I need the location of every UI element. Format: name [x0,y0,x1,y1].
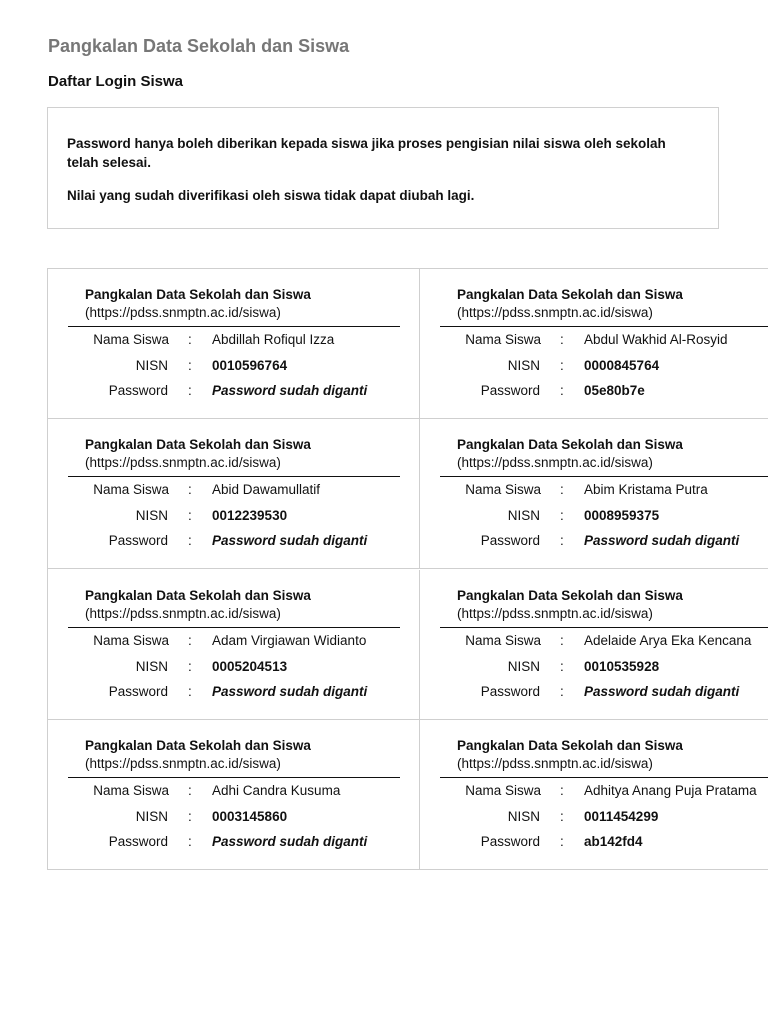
student-nisn: 0003145860 [212,809,288,824]
colon: : [188,633,192,648]
student-name: Abdillah Rofiqul Izza [212,332,335,347]
card-header-title: Pangkalan Data Sekolah dan Siswa [457,738,683,753]
password-label: Password [480,533,540,548]
nisn-label: NISN [135,659,168,674]
card-divider [68,627,400,628]
colon: : [188,834,192,849]
card-divider [68,777,400,778]
colon: : [560,332,564,347]
nisn-label: NISN [135,508,168,523]
card-header-url: (https://pdss.snmptn.ac.id/siswa) [457,305,653,320]
student-password: Password sudah diganti [584,533,740,548]
student-name: Adhitya Anang Puja Pratama [584,783,757,798]
card-divider [440,627,768,628]
student-nisn: 0005204513 [212,659,288,674]
password-label: Password [108,834,168,849]
card-divider [440,777,768,778]
colon: : [560,809,564,824]
colon: : [560,482,564,497]
card-header-title: Pangkalan Data Sekolah dan Siswa [85,588,311,603]
colon: : [188,332,192,347]
name-label: Nama Siswa [465,633,541,648]
card-divider [68,326,400,327]
colon: : [188,684,192,699]
student-login-grid [47,268,768,870]
student-card [420,269,768,419]
colon: : [560,684,564,699]
card-header-title: Pangkalan Data Sekolah dan Siswa [457,437,683,452]
colon: : [188,809,192,824]
student-password: Password sudah diganti [212,383,368,398]
colon: : [188,358,192,373]
password-label: Password [108,383,168,398]
card-header-url: (https://pdss.snmptn.ac.id/siswa) [85,305,281,320]
colon: : [560,508,564,523]
student-password: 05e80b7e [584,383,645,398]
nisn-label: NISN [135,809,168,824]
page-subtitle: Daftar Login Siswa [48,73,184,90]
student-card [420,570,768,720]
card-header-url: (https://pdss.snmptn.ac.id/siswa) [457,606,653,621]
nisn-label: NISN [507,659,540,674]
card-header-title: Pangkalan Data Sekolah dan Siswa [85,287,311,302]
notice-line-1: Password hanya boleh diberikan kepada siswa jika proses pengisian nilai siswa oleh sekolah telah selesai. [67,136,666,170]
student-name: Adhi Candra Kusuma [212,783,341,798]
colon: : [188,533,192,548]
card-divider [68,476,400,477]
student-password: Password sudah diganti [584,684,740,699]
colon: : [560,659,564,674]
card-header-title: Pangkalan Data Sekolah dan Siswa [85,738,311,753]
card-header-url: (https://pdss.snmptn.ac.id/siswa) [85,756,281,771]
colon: : [188,383,192,398]
card-header-title: Pangkalan Data Sekolah dan Siswa [85,437,311,452]
card-header-title: Pangkalan Data Sekolah dan Siswa [457,287,683,302]
student-password: ab142fd4 [584,834,643,849]
student-nisn: 0000845764 [584,358,660,373]
student-card [420,419,768,569]
colon: : [560,834,564,849]
student-card [48,720,420,870]
card-divider [440,326,768,327]
nisn-label: NISN [507,508,540,523]
notice-line-2: Nilai yang sudah diverifikasi oleh siswa tidak dapat diubah lagi. [67,188,475,203]
name-label: Nama Siswa [93,332,169,347]
card-header-url: (https://pdss.snmptn.ac.id/siswa) [457,455,653,470]
student-nisn: 0012239530 [212,508,288,523]
name-label: Nama Siswa [93,783,169,798]
colon: : [560,783,564,798]
student-name: Adelaide Arya Eka Kencana [584,633,752,648]
card-header-url: (https://pdss.snmptn.ac.id/siswa) [85,606,281,621]
student-name: Adam Virgiawan Widianto [212,633,367,648]
password-label: Password [108,533,168,548]
nisn-label: NISN [507,809,540,824]
student-card [48,570,420,720]
student-card [48,269,420,419]
student-card [48,419,420,569]
page-title: Pangkalan Data Sekolah dan Siswa [48,36,350,56]
colon: : [560,358,564,373]
nisn-label: NISN [135,358,168,373]
name-label: Nama Siswa [465,482,541,497]
name-label: Nama Siswa [93,482,169,497]
colon: : [560,533,564,548]
password-label: Password [480,684,540,699]
card-header-title: Pangkalan Data Sekolah dan Siswa [457,588,683,603]
student-nisn: 0010596764 [212,358,288,373]
colon: : [188,783,192,798]
student-nisn: 0010535928 [584,659,660,674]
colon: : [188,659,192,674]
card-header-url: (https://pdss.snmptn.ac.id/siswa) [457,756,653,771]
colon: : [188,508,192,523]
name-label: Nama Siswa [465,332,541,347]
password-label: Password [480,383,540,398]
student-password: Password sudah diganti [212,533,368,548]
notice-box [47,107,719,229]
student-card [420,720,768,870]
student-name: Abim Kristama Putra [584,482,708,497]
card-header-url: (https://pdss.snmptn.ac.id/siswa) [85,455,281,470]
password-label: Password [480,834,540,849]
name-label: Nama Siswa [465,783,541,798]
colon: : [560,633,564,648]
student-name: Abdul Wakhid Al-Rosyid [584,332,728,347]
student-nisn: 0011454299 [584,809,659,824]
card-divider [440,476,768,477]
student-password: Password sudah diganti [212,684,368,699]
name-label: Nama Siswa [93,633,169,648]
colon: : [560,383,564,398]
student-password: Password sudah diganti [212,834,368,849]
student-name: Abid Dawamullatif [212,482,321,497]
password-label: Password [108,684,168,699]
colon: : [188,482,192,497]
student-nisn: 0008959375 [584,508,660,523]
nisn-label: NISN [507,358,540,373]
